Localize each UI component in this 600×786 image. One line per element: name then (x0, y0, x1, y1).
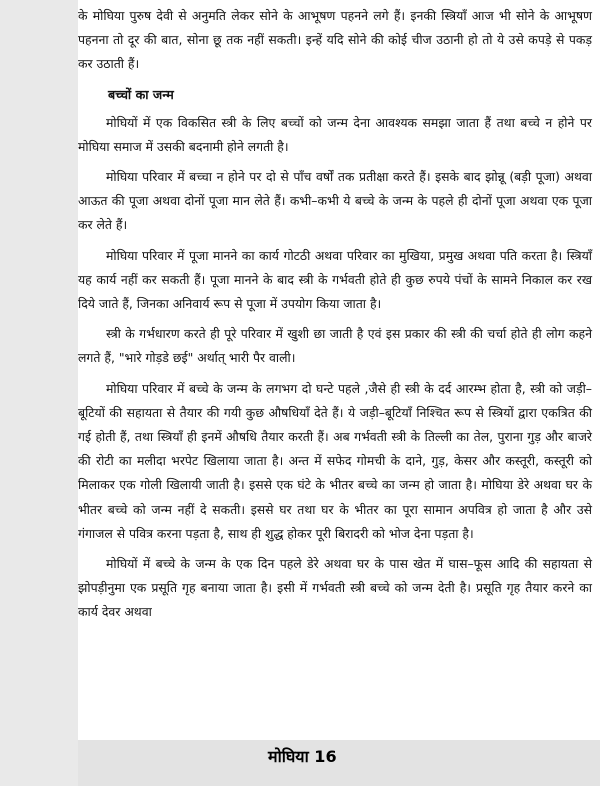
paragraph-2: मोघिया परिवार में बच्चा न होने पर दो से पाँच वर्षों तक प्रतीक्षा करते हैं। इसके बाद झोन्नू (बड़ी पूजा) अथवा आऊत की पूजा अथवा दोनों पूजा मान लेते हैं। कभी–कभी ये बच्चे के जन्म के पहले ही दोनों पूजा अथवा एक पूजा कर लेते हैं। (78, 169, 592, 233)
section-heading: बच्चों का जन्म (108, 86, 174, 102)
paragraph-3: मोघिया परिवार में पूजा मानने का कार्य गोटठी अथवा परिवार का मुखिया, प्रमुख अथवा पति करता है। स्त्रियाँ यह कार्य नहीं कर सकती हैं। पूजा मानने के बाद स्त्री के गर्भवती होते ही कुछ रुपये पंचों के सामने निकाल कर रख दिये जाते हैं, जिनका अनिवार्य रूप से पूजा में उपयोग किया जाता है। (78, 247, 592, 312)
paragraph-6: मोघियों में बच्चे के जन्म के एक दिन पहले डेरे अथवा घर के पास खेत में घास–फूस आदि की सहायता से झोपड़ीनुमा एक प्रसूति गृह बनाया जाता है। इसी में गर्भवती स्त्री बच्चे को जन्म देती है। प्रसूति गृह तैयार करने का कार्य देवर अथवा (78, 556, 592, 620)
paragraph-5: मोघिया परिवार में बच्चे के जन्म के लगभग दो घन्टे पहले ,जैसे ही स्त्री के दर्द आरम्भ होता है, स्त्री को जड़ी–बूटियों की सहायता से तैयार की गयी कुछ औषधियाँ देते हैं। ये जड़ी–बूटियाँ निश्चित रूप से स्त्रियों द्वारा एकत्रित की गई होती हैं, तथा स्त्रियाँ ही इनमें औषधि तैयार करती हैं। अब गर्भवती स्त्री के तिल्ली का तेल, पुराना गुड़ और बाजरे की रोटी का मलीदा भरपेट खिलाया जाता है। अन्त में सफेद गोमची के दाने, गुड़, केसर और कस्तूरी, कस्तूरी को मिलाकर एक गोली खिलायी जाती है। इससे एक घंटे के भीतर बच्चे का जन्म हो जाता है। मोघिया डेरे अथवा घर के भीतर बच्चे को जन्म नहीं दे सकती। इससे घर तथा घर के भीतर का पूरा सामान अपवित्र हो जाता है और उसे गंगाजल से पवित्र करना पड़ता है, साथ ही शुद्ध होकर पूरी बिरादरी को भोज देना पड़ता है। (78, 380, 592, 541)
page-footer (78, 740, 600, 786)
paragraph-4: स्त्री के गर्भधारण करते ही पूरे परिवार में खुशी छा जाती है एवं इस प्रकार की स्त्री की चर्चा होते ही लोग कहने लगते हैं, "भारे गोड़डे छई" अर्थात् भारी पैर वाली। (78, 326, 592, 366)
paragraph-1: मोघियों में एक विकसित स्त्री के लिए बच्चों को जन्म देना आवश्यक समझा जाता हैं तथा बच्चे न होने पर मोघिया समाज में उसकी बदनामी होने लगती है। (78, 114, 592, 154)
page-content (78, 4, 592, 631)
page (78, 0, 600, 786)
paragraph-continued: के मोघिया पुरुष देवी से अनुमति लेकर सोने के आभूषण पहनने लगे हैं। इनकी स्त्रियाँ आज भी सोने के आभूषण पहनना तो दूर की बात, सोना छू तक नहीं सकती। इन्हें यदि सोने की कोई चीज उठानी हो तो ये उसे कपड़े से पकड़ कर उठाती हैं। (78, 8, 592, 72)
footer-page-label: मोघिया 16 (268, 747, 337, 766)
